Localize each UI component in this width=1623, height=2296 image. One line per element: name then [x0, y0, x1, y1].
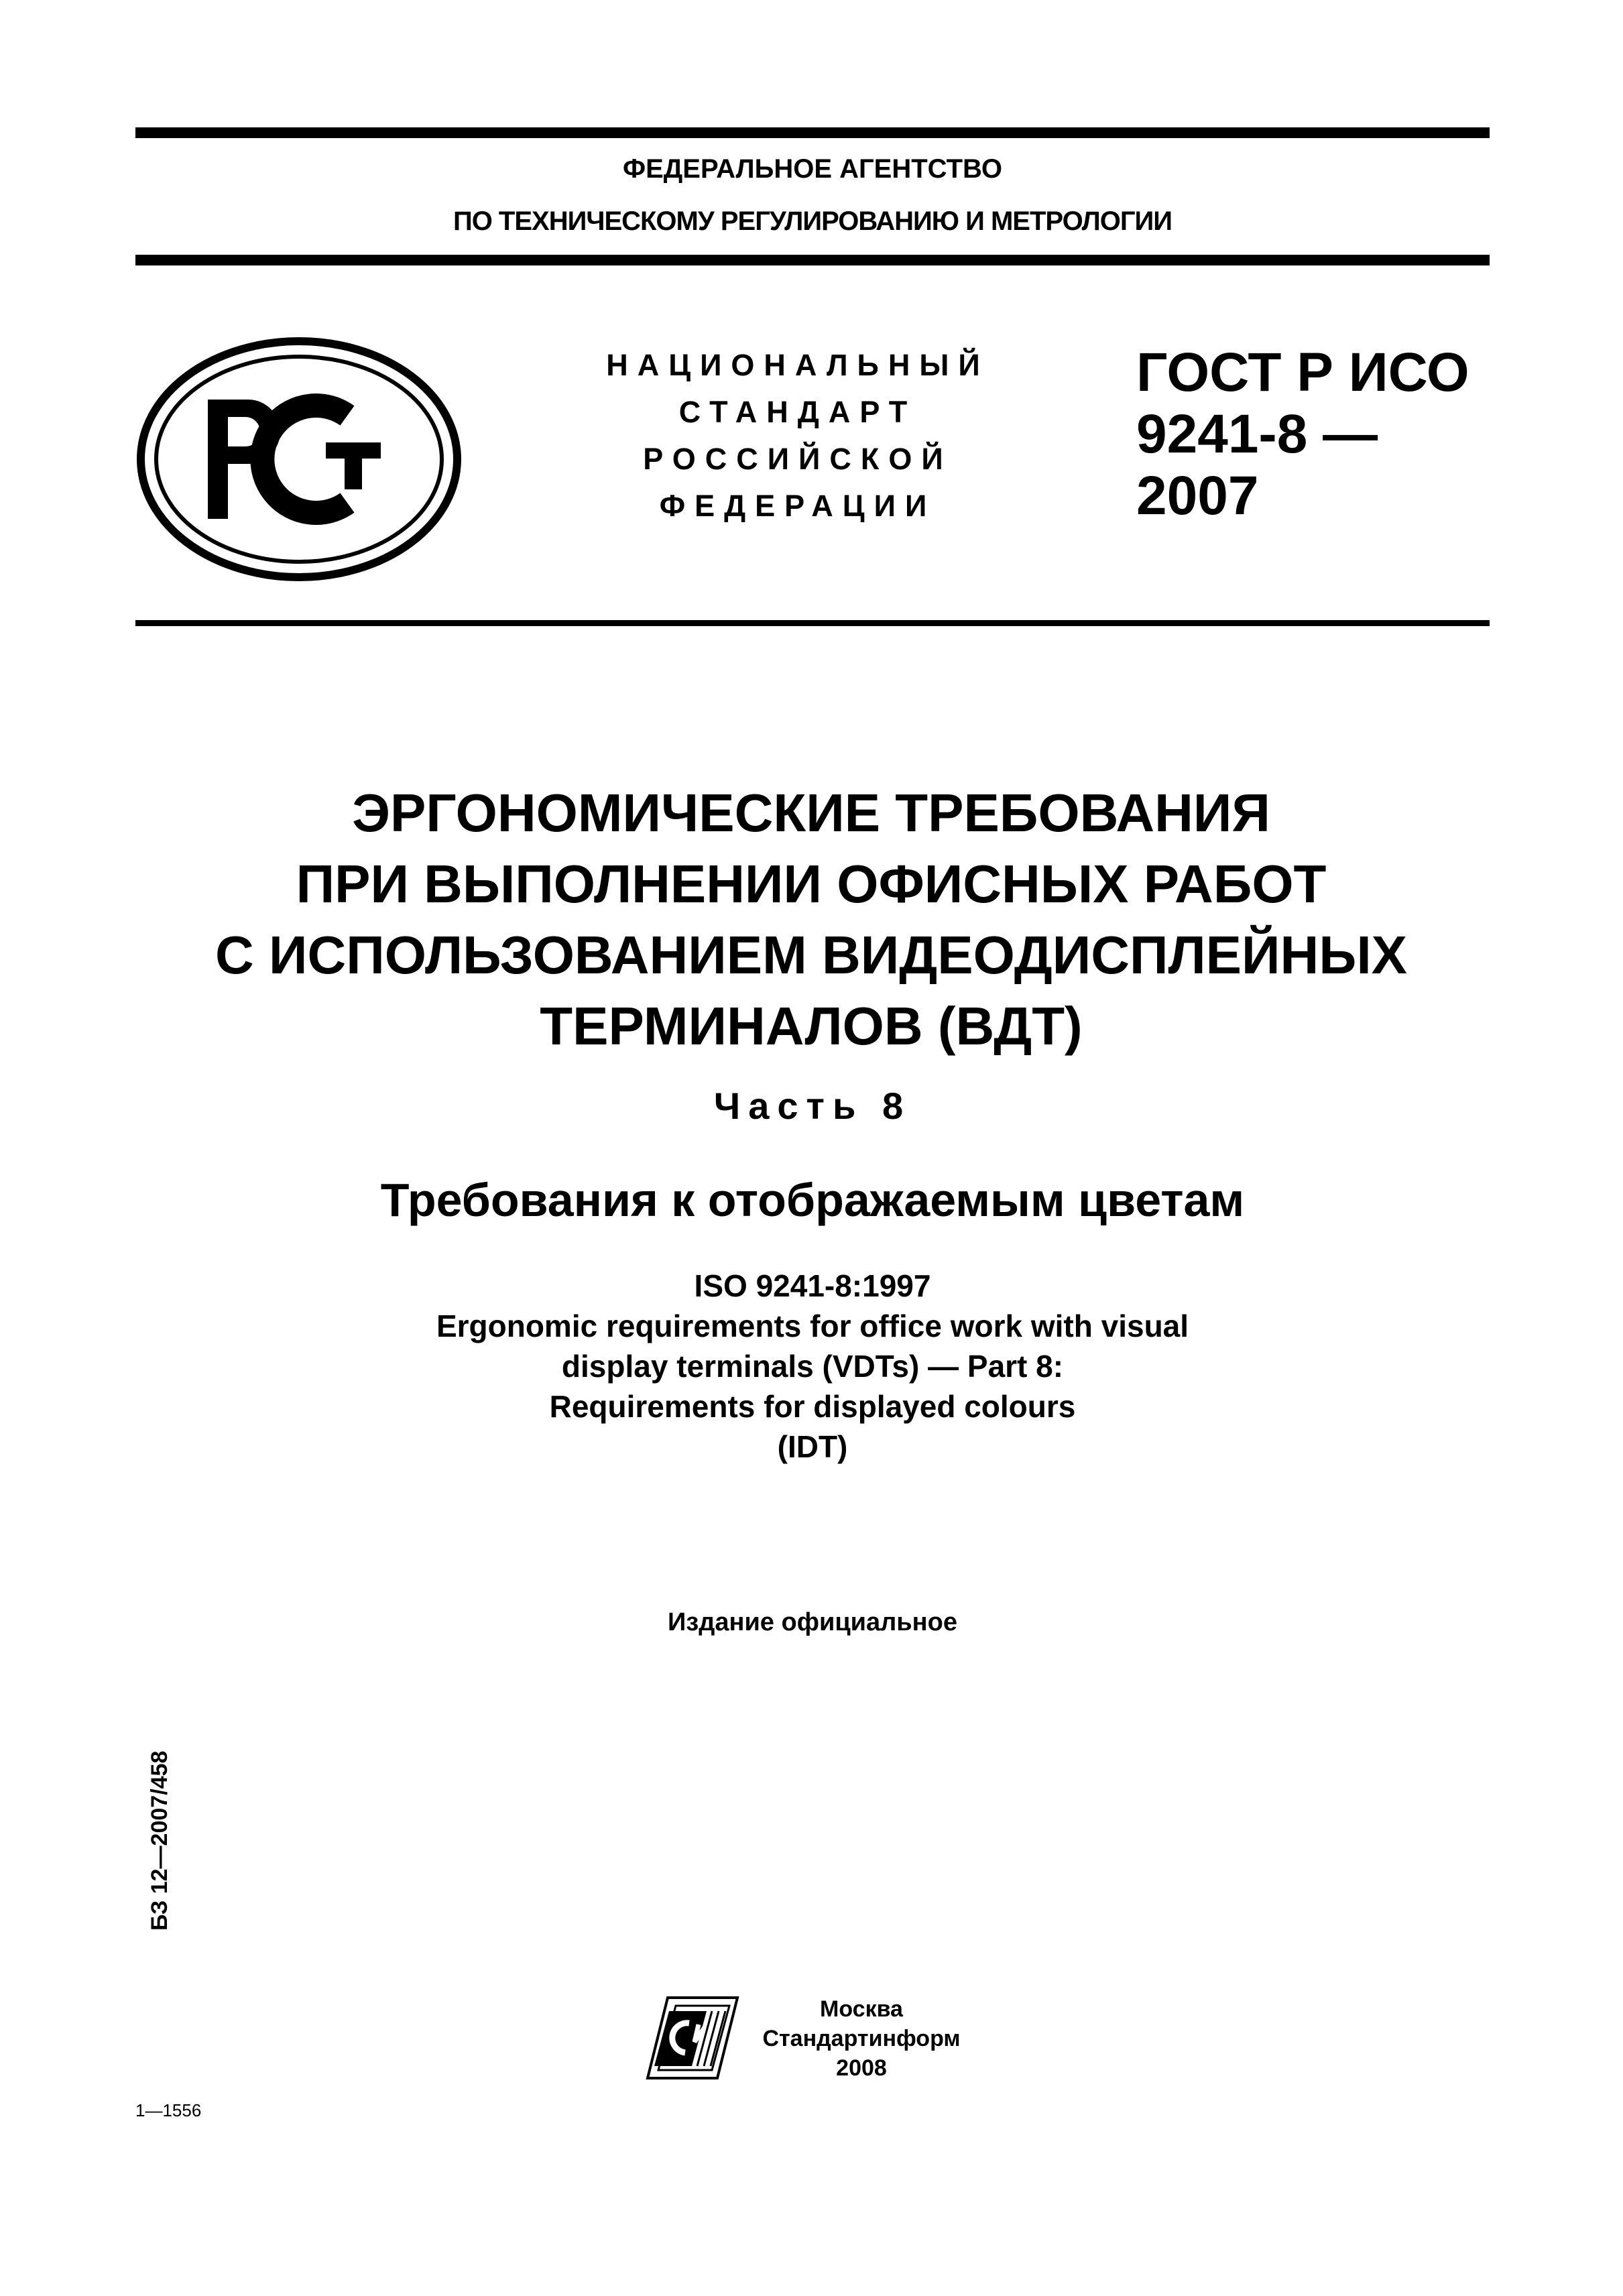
iso-reference-line-4: Requirements for displayed colours: [549, 1389, 1076, 1424]
publisher-block: [751, 1994, 972, 2083]
national-standard-line-3: РОССИЙСКОЙ: [643, 442, 953, 476]
designation-line-2: 9241-8 —: [1136, 404, 1378, 465]
national-standard-line-4: ФЕДЕРАЦИИ: [659, 489, 937, 523]
publisher-city: Москва: [820, 1996, 903, 2022]
national-standard-line-2: СТАНДАРТ: [678, 395, 917, 429]
print-number: 1—1556: [135, 2100, 202, 2120]
title-line-4: ТЕРМИНАЛОВ (ВДТ): [540, 996, 1083, 1056]
title-line-2: ПРИ ВЫПОЛНЕНИИ ОФИСНЫХ РАБОТ: [296, 854, 1327, 914]
iso-reference: [135, 1266, 1490, 1467]
designation-line-1: ГОСТ Р ИСО: [1136, 342, 1469, 403]
title-line-1: ЭРГОНОМИЧЕСКИЕ ТРЕБОВАНИЯ: [352, 783, 1270, 843]
header-bottom-rule: [135, 255, 1490, 265]
iso-reference-line-3: display terminals (VDTs) — Part 8:: [561, 1349, 1064, 1384]
standard-designation: [1136, 342, 1512, 527]
iso-reference-line-1: ISO 9241-8:1997: [694, 1268, 931, 1303]
publisher-year: 2008: [836, 2055, 887, 2081]
national-standard-block: [577, 342, 1019, 530]
agency-line-2: ПО ТЕХНИЧЕСКОМУ РЕГУЛИРОВАНИЮ И МЕТРОЛОГИИ: [453, 206, 1173, 236]
official-edition-label: Издание официальное: [668, 1608, 957, 1636]
side-code: БЗ 12—2007/458: [147, 1750, 172, 1931]
middle-rule: [135, 620, 1490, 626]
rst-certification-logo-icon: [135, 335, 463, 583]
agency-line-1: ФЕДЕРАЛЬНОЕ АГЕНТСТВО: [622, 154, 1003, 184]
publisher-name: Стандартинформ: [762, 2026, 961, 2051]
title-line-3: С ИСПОЛЬЗОВАНИЕМ ВИДЕОДИСПЛЕЙНЫХ: [215, 925, 1407, 985]
designation-line-3: 2007: [1136, 465, 1259, 526]
iso-reference-line-5: (IDT): [777, 1429, 848, 1464]
document-title: [101, 778, 1522, 1062]
top-rule: [135, 127, 1490, 138]
standartinform-logo-icon: [642, 1991, 743, 2085]
document-subtitle: Требования к отображаемым цветам: [380, 1174, 1245, 1226]
national-standard-line-1: НАЦИОНАЛЬНЫЙ: [606, 348, 989, 382]
iso-reference-line-2: Ergonomic requirements for office work with visual: [436, 1309, 1189, 1343]
part-number: Часть 8: [713, 1085, 912, 1127]
